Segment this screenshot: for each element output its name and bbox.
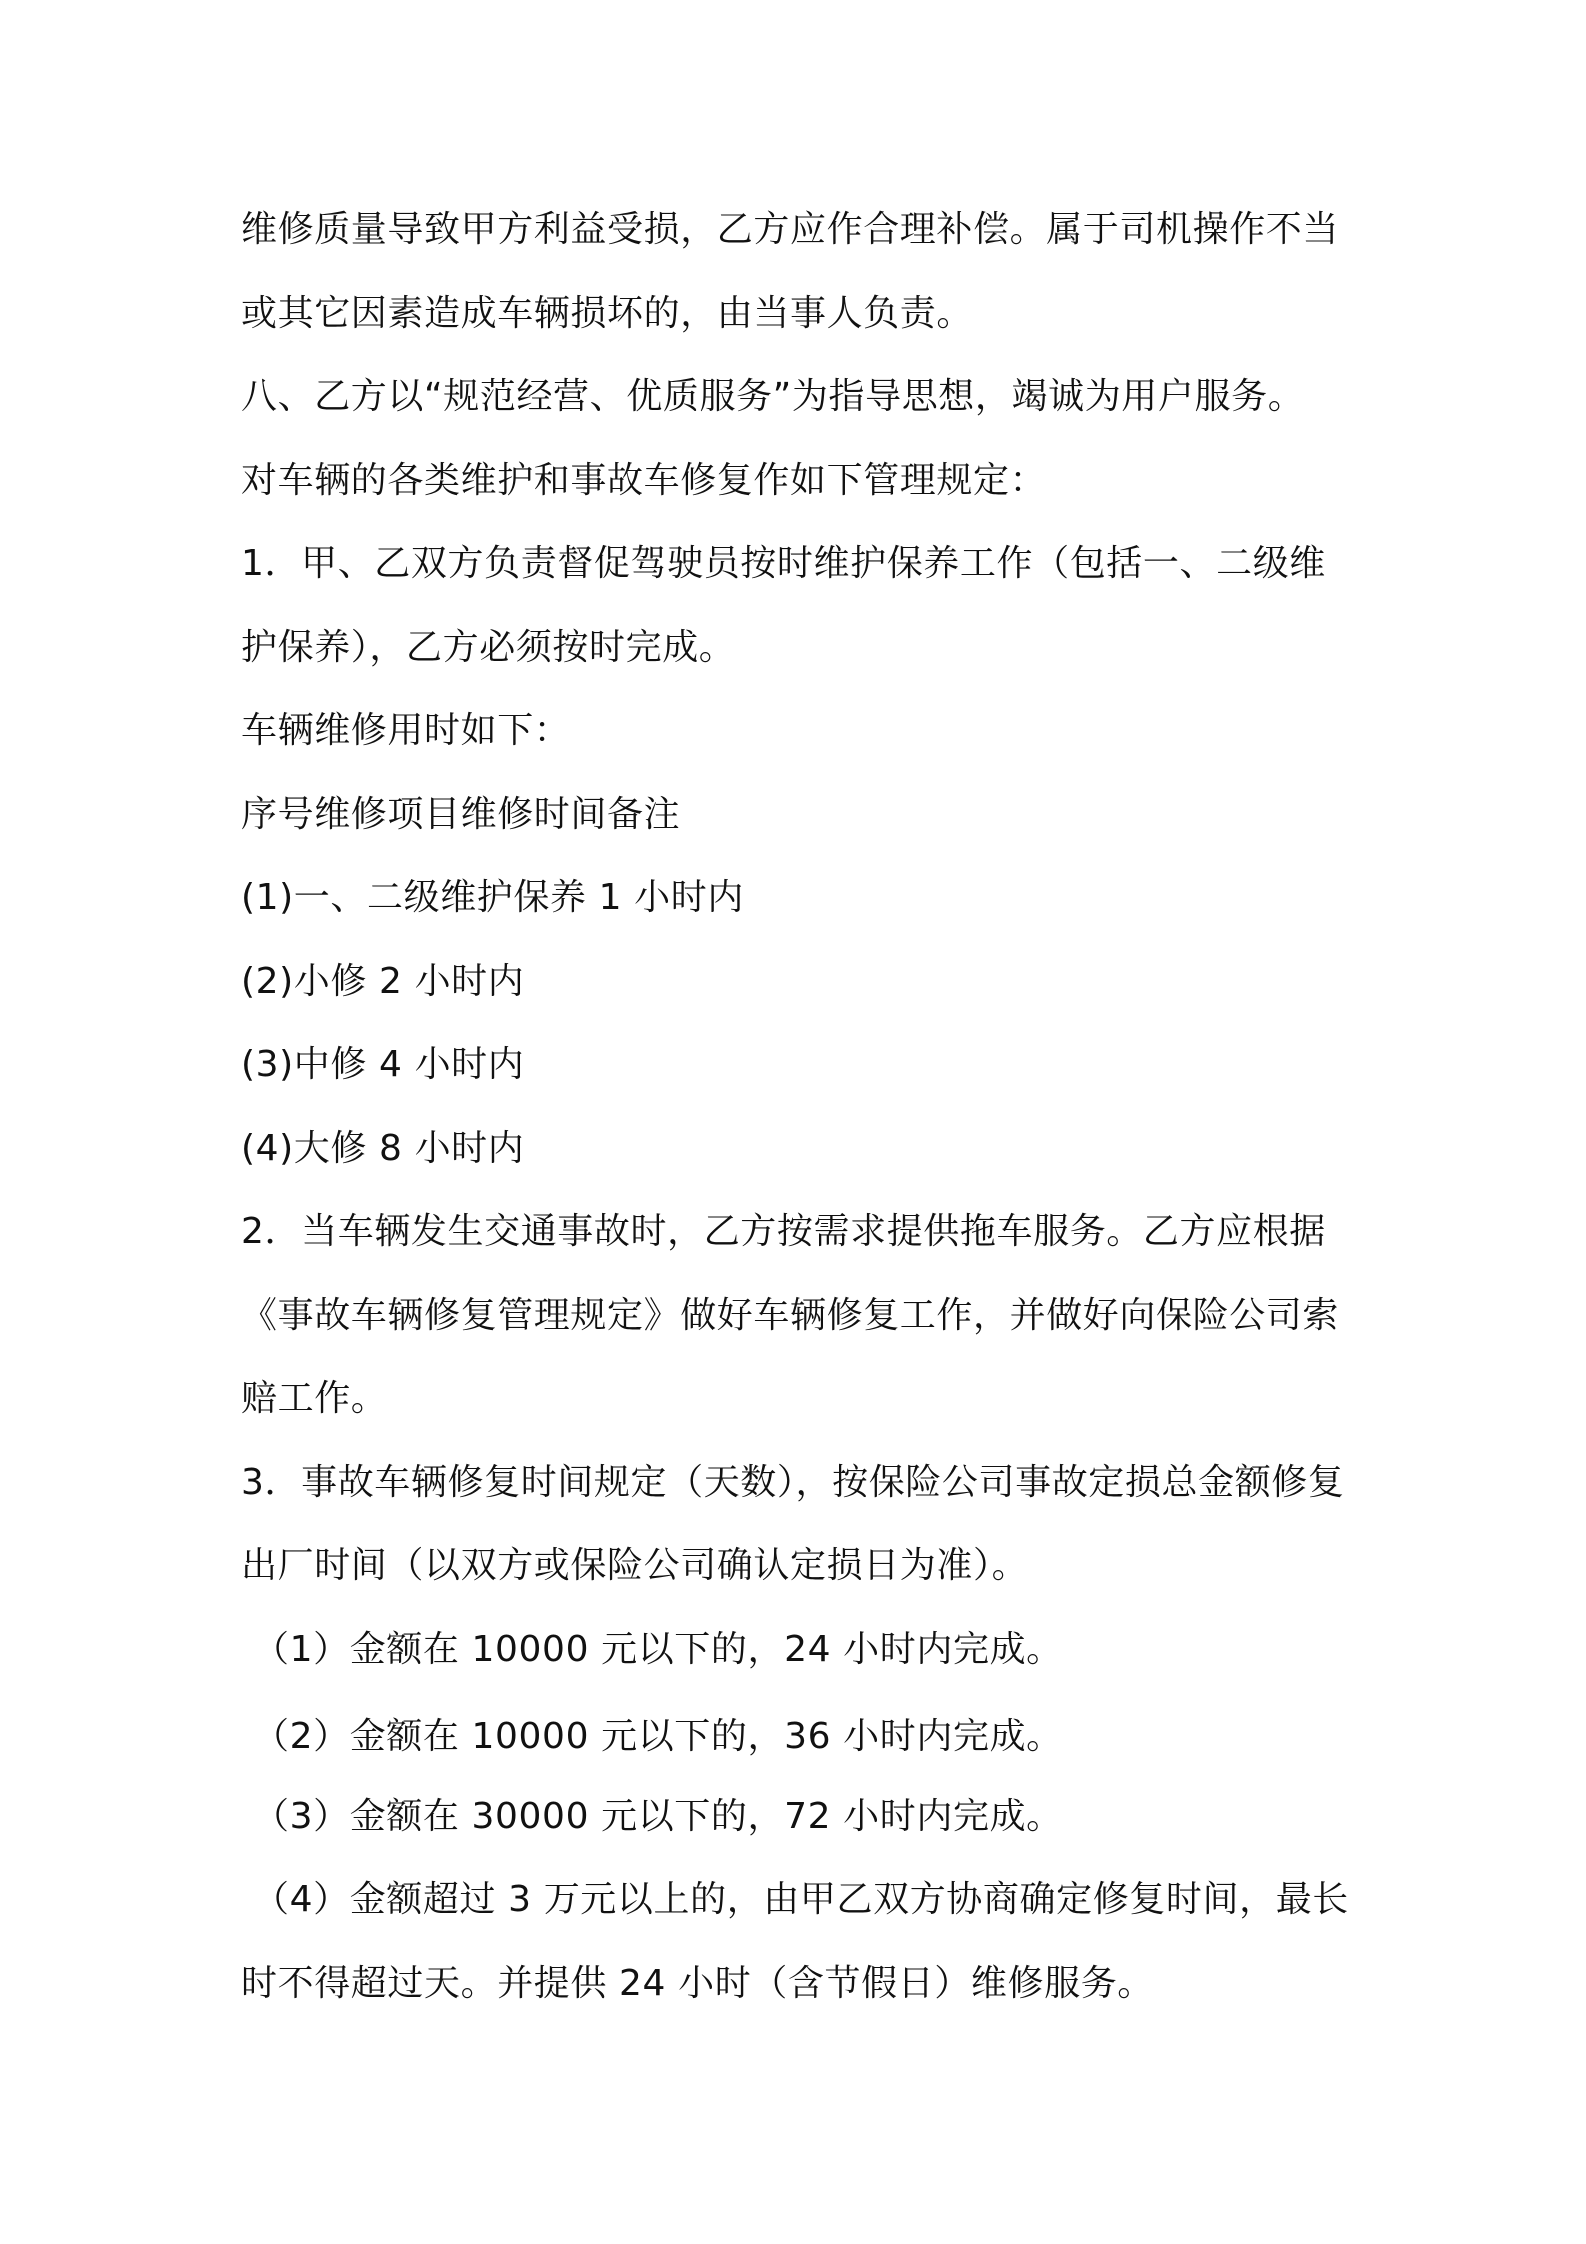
text-line: 车辆维修用时如下：	[241, 710, 571, 751]
text-line: 赔工作。	[241, 1378, 388, 1419]
text-line: 2．当车辆发生交通事故时，乙方按需求提供拖车服务。乙方应根据	[241, 1211, 1326, 1252]
text-line: （3）金额在 30000 元以下的，72 小时内完成。	[253, 1796, 1063, 1837]
text-line: (2)小修 2 小时内	[241, 961, 525, 1002]
text-line: 对车辆的各类维护和事故车修复作如下管理规定：	[241, 460, 1047, 501]
text-line: 护保养），乙方必须按时完成。	[241, 627, 736, 668]
text-line: （4）金额超过 3 万元以上的，由甲乙双方协商确定修复时间，最长	[253, 1879, 1349, 1920]
text-line: 时不得超过天。并提供 24 小时（含节假日）维修服务。	[241, 1963, 1154, 2004]
text-line: 维修质量导致甲方利益受损，乙方应作合理补偿。属于司机操作不当	[241, 209, 1340, 250]
text-line: (4)大修 8 小时内	[241, 1128, 525, 1169]
text-line: （1）金额在 10000 元以下的，24 小时内完成。	[253, 1629, 1063, 1670]
text-line: (3)中修 4 小时内	[241, 1044, 525, 1085]
text-line: 八、乙方以“规范经营、优质服务”为指导思想，竭诚为用户服务。	[241, 376, 1305, 417]
text-line: 3．事故车辆修复时间规定（天数），按保险公司事故定损总金额修复	[241, 1462, 1345, 1503]
text-line: 或其它因素造成车辆损坏的，由当事人负责。	[241, 293, 974, 334]
text-line: 序号维修项目维修时间备注	[241, 794, 681, 835]
text-line: 出厂时间（以双方或保险公司确认定损日为准）。	[241, 1545, 1029, 1586]
text-line: （2）金额在 10000 元以下的，36 小时内完成。	[253, 1716, 1063, 1757]
text-line: 1．甲、乙双方负责督促驾驶员按时维护保养工作（包括一、二级维	[241, 543, 1326, 584]
text-line: 《事故车辆修复管理规定》做好车辆修复工作，并做好向保险公司索	[241, 1295, 1340, 1336]
text-line: (1)一、二级维护保养 1 小时内	[241, 877, 744, 918]
